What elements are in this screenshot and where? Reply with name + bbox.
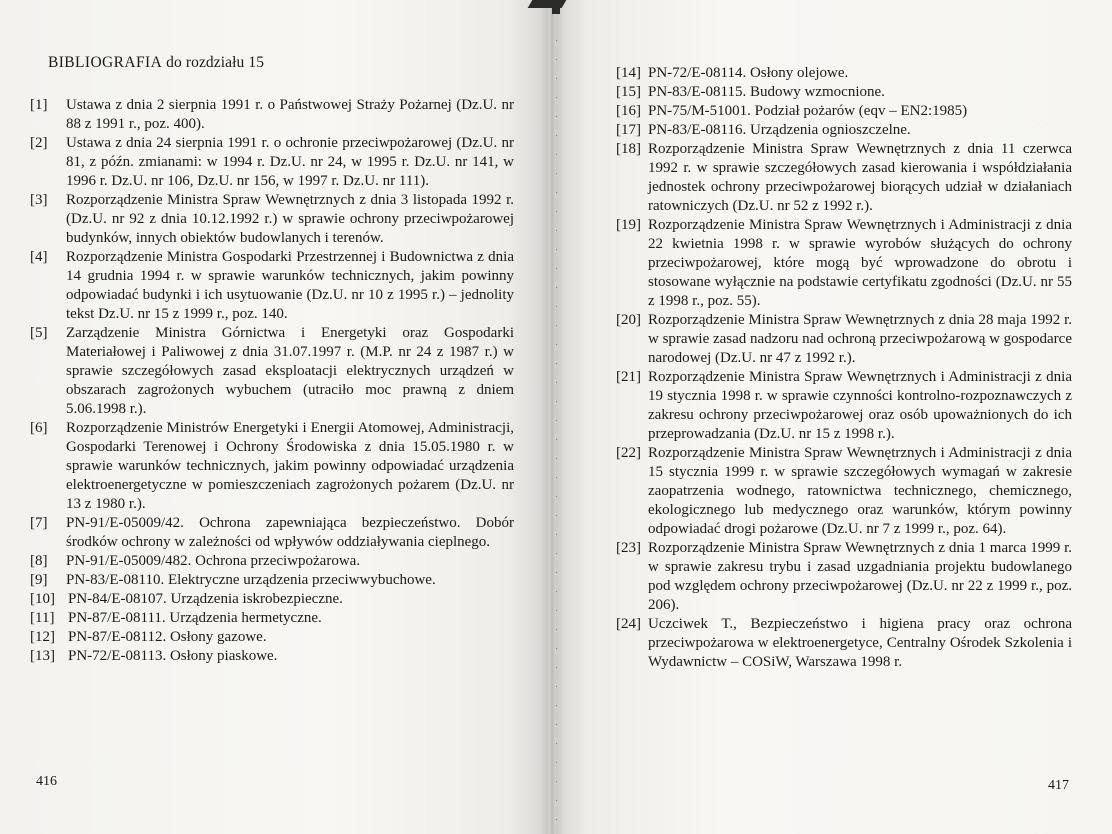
scan-corner-mark: [552, 0, 560, 14]
reference-item: [616, 615, 1072, 672]
reference-text: PN-72/E-08113. Osłony piaskowe.: [68, 648, 278, 664]
reference-number: [1]: [30, 97, 48, 113]
reference-number: [8]: [30, 553, 48, 569]
reference-text: PN-83/E-08110. Elektryczne urządzenia przeciwwybuchowe.: [66, 572, 436, 588]
reference-text: Rozporządzenie Ministra Spraw Wewnętrznych i Administracji z dnia 19 stycznia 1998 r. w sprawie czynności kontrolno-rozpoznawczych z zakresu ochrony przeciwpożarowej oraz osób upoważnionych do ich przeprowadzania (Dz.U. nr 15 z 1998 r.).: [648, 369, 1072, 442]
reference-item: [30, 96, 514, 134]
binding-perforation: [556, 40, 557, 820]
reference-number: [17]: [616, 122, 641, 138]
reference-text: Rozporządzenie Ministra Spraw Wewnętrznych z dnia 1 marca 1999 r. w sprawie zakresu trybu i zasad uzgadniania projektu budowlanego pod względem ochrony przeciwpożarowej (Dz.U. nr 22 z 1999 r., poz. 206).: [648, 540, 1072, 613]
reference-text: Ustawa z dnia 2 sierpnia 1991 r. o Państwowej Straży Pożarnej (Dz.U. nr 88 z 1991 r., poz. 400).: [66, 97, 514, 132]
reference-number: [2]: [30, 135, 48, 151]
reference-text: Ustawa z dnia 24 sierpnia 1991 r. o ochronie przeciwpożarowej (Dz.U. nr 81, z późn. zmianami: w 1994 r. Dz.U. nr 24, w 1995 r. Dz.U. nr 141, w 1996 r. Dz.U. nr 106, Dz.U. nr 156, w 1997 r. Dz.U. nr 111).: [66, 135, 514, 189]
reference-text: PN-75/M-51001. Podział pożarów (eqv – EN2:1985): [648, 103, 968, 119]
reference-item: [30, 647, 514, 666]
reference-number: [9]: [30, 572, 48, 588]
reference-text: PN-87/E-08112. Osłony gazowe.: [68, 629, 267, 645]
heading-title: BIBLIOGRAFIA: [48, 54, 163, 71]
reference-item: [616, 102, 1072, 121]
reference-item: [30, 628, 514, 647]
reference-text: PN-72/E-08114. Osłony olejowe.: [648, 65, 849, 81]
left-page: [0, 0, 548, 834]
reference-text: PN-87/E-08111. Urządzenia hermetyczne.: [68, 610, 322, 626]
reference-item: [616, 216, 1072, 311]
reference-number: [3]: [30, 192, 48, 208]
reference-item: [616, 83, 1072, 102]
reference-item: [616, 140, 1072, 216]
reference-text: Rozporządzenie Ministra Spraw Wewnętrznych i Administracji z dnia 15 stycznia 1999 r. w sprawie szczegółowych wymagań w zakresie zaopatrzenia wodnego, ratownictwa technicznego, chemicznego, ekologicznego lub medycznego oraz warunków, którym powinny odpowiadać drogi pożarowe (Dz.U. nr 7 z 1999 r., poz. 64).: [648, 445, 1072, 537]
reference-item: [30, 514, 514, 552]
reference-number: [19]: [616, 217, 641, 233]
reference-item: [30, 324, 514, 419]
reference-number: [15]: [616, 84, 641, 100]
reference-number: [13]: [30, 648, 55, 664]
reference-text: Zarządzenie Ministra Górnictwa i Energetyki oraz Gospodarki Materiałowej i Paliwowej z dnia 31.07.1997 r. (M.P. nr 24 z 1987 r.) w sprawie szczegółowych zasad eksploatacji elektrycznych urządzeń w obszarach zagrożonych wybuchem (utraciło moc prawną z dniem 5.06.1998 r.).: [66, 325, 514, 417]
reference-number: [22]: [616, 445, 641, 461]
reference-number: [7]: [30, 515, 48, 531]
reference-item: [30, 134, 514, 191]
reference-item: [616, 444, 1072, 539]
page-number-left: 416: [36, 774, 57, 789]
reference-item: [30, 571, 514, 590]
reference-text: Rozporządzenie Ministra Gospodarki Przestrzennej i Budownictwa z dnia 14 grudnia 1994 r. w sprawie warunków technicznych, jakim powinny odpowiadać budynki i ich usytuowanie (Dz.U. nr 10 z 1995 r.) – jednolity tekst Dz.U. nr 15 z 1999 r., poz. 140.: [66, 249, 514, 322]
reference-text: Rozporządzenie Ministra Spraw Wewnętrznych z dnia 11 czerwca 1992 r. w sprawie szczegółowych zasad kierowania i współdziałania jednostek ochrony przeciwpożarowej biorących udział w działaniach ratowniczych (Dz.U. nr 52 z 1992 r.).: [648, 141, 1072, 214]
reference-text: PN-83/E-08115. Budowy wzmocnione.: [648, 84, 885, 100]
reference-item: [30, 590, 514, 609]
reference-text: PN-91/E-05009/42. Ochrona zapewniająca bezpieczeństwo. Dobór środków ochrony w zależności od wpływów oddziaływania cieplnego.: [66, 515, 514, 550]
reference-text: PN-83/E-08116. Urządzenia ognioszczelne.: [648, 122, 911, 138]
reference-item: [616, 311, 1072, 368]
reference-number: [20]: [616, 312, 641, 328]
bibliography-heading: [48, 54, 264, 72]
reference-number: [24]: [616, 616, 641, 632]
reference-number: [16]: [616, 103, 641, 119]
scan-corner-mark: [528, 0, 567, 8]
reference-text: Rozporządzenie Ministrów Energetyki i Energii Atomowej, Administracji, Gospodarki Terenowej i Ochrony Środowiska z dnia 15.05.1980 r. w sprawie warunków technicznych, jakim powinny odpowiadać urządzenia elektroenergetyczne w pomieszczeniach zagrożonych pożarem (Dz.U. nr 13 z 1980 r.).: [66, 420, 514, 512]
reference-number: [11]: [30, 610, 55, 626]
reference-number: [4]: [30, 249, 48, 265]
reference-number: [12]: [30, 629, 55, 645]
reference-text: Uczciwek T., Bezpieczeństwo i higiena pracy oraz ochrona przeciwpożarowa w elektroenergetyce, Centralny Ośrodek Szkolenia i Wydawnictw – COSiW, Warszawa 1998 r.: [648, 616, 1072, 670]
reference-number: [10]: [30, 591, 55, 607]
page-number-right: 417: [1048, 778, 1069, 793]
reference-item: [616, 64, 1072, 83]
reference-item: [30, 609, 514, 628]
reference-list-right: [616, 64, 1072, 672]
reference-text: Rozporządzenie Ministra Spraw Wewnętrznych z dnia 3 listopada 1992 r. (Dz.U. nr 92 z dnia 10.12.1992 r.) w sprawie ochrony przeciwpożarowej budynków, innych obiektów budowlanych i terenów.: [66, 192, 514, 246]
reference-number: [21]: [616, 369, 641, 385]
reference-number: [18]: [616, 141, 641, 157]
reference-item: [30, 191, 514, 248]
book-gutter-shadow: [540, 0, 564, 834]
reference-item: [30, 419, 514, 514]
reference-number: [6]: [30, 420, 48, 436]
reference-number: [14]: [616, 65, 641, 81]
reference-item: [616, 121, 1072, 140]
reference-item: [30, 248, 514, 324]
reference-item: [30, 552, 514, 571]
heading-subtitle: do rozdziału 15: [166, 54, 265, 71]
reference-number: [23]: [616, 540, 641, 556]
reference-text: PN-91/E-05009/482. Ochrona przeciwpożarowa.: [66, 553, 361, 569]
reference-text: Rozporządzenie Ministra Spraw Wewnętrznych z dnia 28 maja 1992 r. w sprawie zasad nadzoru nad ochroną przeciwpożarową w gospodarce narodowej (Dz.U. nr 47 z 1992 r.).: [648, 312, 1072, 366]
reference-list-left: [30, 96, 514, 666]
reference-number: [5]: [30, 325, 48, 341]
reference-item: [616, 539, 1072, 615]
reference-item: [616, 368, 1072, 444]
reference-text: Rozporządzenie Ministra Spraw Wewnętrznych i Administracji z dnia 22 kwietnia 1998 r. w sprawie wyrobów służących do ochrony przeciwpożarowej, które mogą być wprowadzone do obrotu i stosowane wyłącznie na podstawie certyfikatu zgodności (Dz.U. nr 55 z 1998 r., poz. 55).: [648, 217, 1072, 309]
reference-text: PN-84/E-08107. Urządzenia iskrobezpieczne.: [68, 591, 343, 607]
